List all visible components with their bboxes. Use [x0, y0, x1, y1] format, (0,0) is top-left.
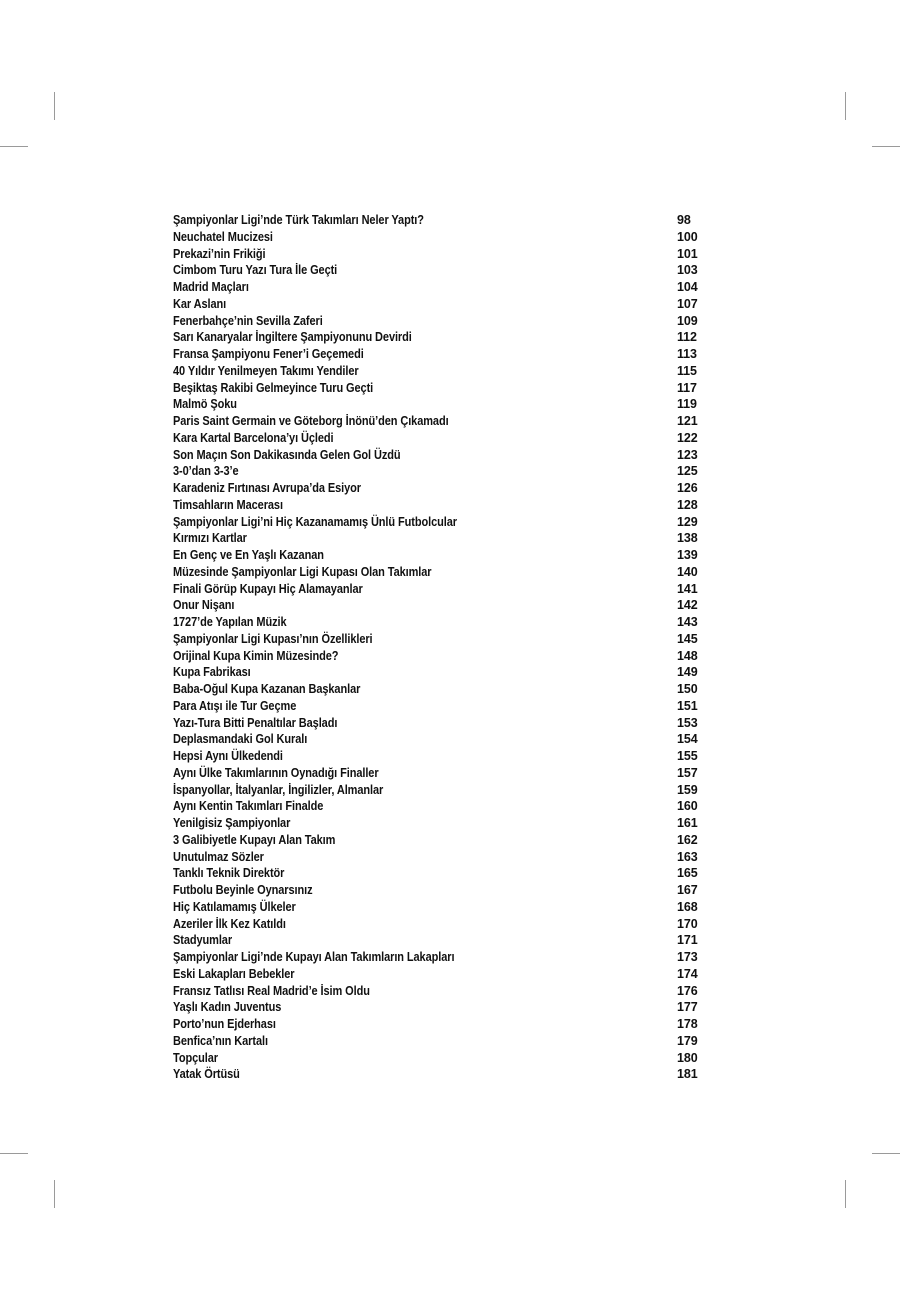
toc-entry-page-number: 103 [677, 263, 698, 278]
toc-entry-page-number: 115 [677, 363, 697, 378]
toc-entry [173, 748, 705, 765]
crop-mark-bottom-right-vertical [845, 1180, 846, 1208]
toc-entry-title: Madrid Maçları [173, 280, 249, 294]
toc-entry [173, 698, 705, 715]
toc-entry [173, 463, 705, 480]
toc-entry-page-number: 100 [677, 229, 698, 244]
toc-entry [173, 648, 705, 665]
toc-entry-title: Yenilgisiz Şampiyonlar [173, 816, 291, 830]
toc-entry-page-number: 117 [677, 380, 697, 395]
toc-entry-page-number: 113 [677, 347, 697, 361]
toc-entry [173, 430, 705, 447]
toc-entry-page-number: 153 [677, 715, 698, 730]
toc-entry-page-number: 163 [677, 849, 698, 864]
toc-entry-page-number: 170 [677, 916, 698, 931]
toc-entry-title: Stadyumlar [173, 933, 233, 948]
toc-entry-title: Kupa Fabrikası [173, 665, 251, 680]
toc-entry [173, 480, 705, 497]
toc-entry [173, 547, 705, 564]
toc-entry-title: Karadeniz Fırtınası Avrupa’da Esiyor [173, 481, 361, 495]
toc-entry-title: En Genç ve En Yaşlı Kazanan [173, 548, 324, 562]
toc-entry-page-number: 143 [677, 615, 698, 629]
toc-entry [173, 765, 705, 782]
toc-entry [173, 1066, 705, 1083]
toc-entry-title: Tanklı Teknik Direktör [173, 866, 285, 881]
toc-entry-page-number: 101 [677, 246, 698, 261]
toc-entry-title: Şampiyonlar Ligi Kupası’nın Özellikleri [173, 631, 373, 646]
toc-entry [173, 413, 705, 430]
toc-entry-page-number: 141 [677, 581, 698, 596]
toc-entry-page-number: 176 [677, 983, 698, 998]
toc-entry [173, 313, 705, 330]
toc-entry-title: Hiç Katılamamış Ülkeler [173, 899, 296, 914]
toc-entry-title: Aynı Ülke Takımlarının Oynadığı Finaller [173, 765, 379, 780]
toc-entry [173, 782, 705, 799]
toc-entry-title: Şampiyonlar Ligi’nde Türk Takımları Neler Yaptı? [173, 213, 424, 227]
toc-entry-page-number: 145 [677, 631, 698, 646]
toc-entry-page-number: 168 [677, 899, 698, 914]
toc-entry-page-number: 123 [677, 447, 698, 462]
toc-entry [173, 715, 705, 732]
toc-entry-title: Deplasmandaki Gol Kuralı [173, 732, 308, 747]
toc-entry-title: Cimbom Turu Yazı Tura İle Geçti [173, 263, 338, 278]
toc-entry-title: Futbolu Beyinle Oynarsınız [173, 883, 313, 897]
toc-entry-title: Unutulmaz Sözler [173, 849, 264, 864]
toc-entry-page-number: 174 [677, 966, 698, 981]
toc-entry-title: Şampiyonlar Ligi’ni Hiç Kazanamamış Ünlü Futbolcular [173, 514, 457, 529]
toc-entry [173, 631, 705, 648]
toc-entry-page-number: 181 [677, 1067, 698, 1082]
toc-entry-title: 1727’de Yapılan Müzik [173, 615, 287, 629]
toc-entry [173, 966, 705, 983]
toc-entry-page-number: 180 [677, 1050, 698, 1065]
toc-entry [173, 798, 705, 815]
toc-entry [173, 363, 705, 380]
toc-entry-title: Son Maçın Son Dakikasında Gelen Gol Üzdü [173, 447, 401, 462]
toc-entry [173, 296, 705, 313]
toc-entry [173, 849, 705, 866]
toc-entry [173, 229, 705, 246]
toc-entry-title: Hepsi Aynı Ülkedendi [173, 749, 283, 763]
toc-entry [173, 329, 705, 346]
toc-entry [173, 1050, 705, 1067]
toc-entry [173, 447, 705, 464]
toc-entry [173, 614, 705, 631]
toc-entry-title: Beşiktaş Rakibi Gelmeyince Turu Geçti [173, 380, 374, 395]
toc-entry-page-number: 149 [677, 665, 698, 680]
toc-entry-title: Kara Kartal Barcelona’yı Üçledi [173, 430, 334, 445]
toc-entry [173, 514, 705, 531]
toc-entry-page-number: 139 [677, 548, 698, 562]
toc-entry-page-number: 161 [677, 816, 698, 830]
toc-entry-title: Eski Lakapları Bebekler [173, 966, 295, 981]
toc-entry [173, 731, 705, 748]
toc-entry-title: Yazı-Tura Bitti Penaltılar Başladı [173, 715, 338, 730]
toc-entry-title: Prekazi’nin Frikiği [173, 246, 266, 261]
toc-entry [173, 865, 705, 882]
toc-entry-title: Aynı Kentin Takımları Finalde [173, 799, 324, 814]
toc-entry [173, 212, 705, 229]
toc-entry-title: Müzesinde Şampiyonlar Ligi Kupası Olan Takımlar [173, 564, 432, 579]
toc-entry-page-number: 104 [677, 280, 698, 294]
toc-entry [173, 262, 705, 279]
toc-entry-title: Porto’nun Ejderhası [173, 1017, 276, 1031]
toc-entry-page-number: 151 [677, 698, 698, 713]
toc-entry [173, 664, 705, 681]
toc-entry-page-number: 122 [677, 430, 698, 445]
toc-entry-page-number: 138 [677, 531, 698, 546]
toc-entry [173, 380, 705, 397]
toc-entry-page-number: 121 [677, 414, 698, 428]
toc-entry [173, 882, 705, 899]
toc-entry [173, 581, 705, 598]
toc-entry [173, 1016, 705, 1033]
toc-entry [173, 497, 705, 514]
toc-entry-page-number: 112 [677, 330, 697, 345]
crop-mark-bottom-left-horizontal [0, 1153, 28, 1154]
toc-entry-page-number: 171 [677, 933, 698, 948]
toc-entry-title: 3-0’dan 3-3’e [173, 464, 239, 479]
toc-entry-title: Kırmızı Kartlar [173, 531, 247, 546]
toc-entry [173, 396, 705, 413]
toc-entry [173, 246, 705, 263]
toc-entry-title: 40 Yıldır Yenilmeyen Takımı Yendiler [173, 363, 359, 378]
toc-entry-page-number: 165 [677, 866, 698, 881]
toc-entry [173, 346, 705, 363]
toc-entry-title: Fransa Şampiyonu Fener’i Geçemedi [173, 347, 364, 361]
toc-entry-title: Paris Saint Germain ve Göteborg İnönü’den Çıkamadı [173, 414, 449, 428]
toc-entry-page-number: 109 [677, 313, 698, 328]
toc-entry [173, 916, 705, 933]
crop-mark-top-right-horizontal [872, 146, 900, 147]
toc-entry-title: Benfica’nın Kartalı [173, 1033, 268, 1048]
toc-entry-title: Fransız Tatlısı Real Madrid’e İsim Oldu [173, 983, 370, 998]
toc-entry-title: İspanyollar, İtalyanlar, İngilizler, Almanlar [173, 782, 384, 797]
toc-entry [173, 681, 705, 698]
toc-entry-page-number: 178 [677, 1017, 698, 1031]
toc-entry-page-number: 167 [677, 883, 698, 897]
toc-entry-page-number: 128 [677, 497, 698, 512]
crop-mark-top-right-vertical [845, 92, 846, 120]
toc-entry-title: Finali Görüp Kupayı Hiç Alamayanlar [173, 581, 363, 596]
toc-entry-title: Topçular [173, 1050, 218, 1065]
table-of-contents [173, 212, 705, 1083]
toc-entry [173, 564, 705, 581]
toc-entry-page-number: 148 [677, 648, 698, 663]
crop-mark-bottom-left-vertical [54, 1180, 55, 1208]
toc-entry-title: Sarı Kanaryalar İngiltere Şampiyonunu Devirdi [173, 330, 412, 345]
toc-entry [173, 1033, 705, 1050]
toc-entry [173, 932, 705, 949]
crop-mark-bottom-right-horizontal [872, 1153, 900, 1154]
toc-entry [173, 899, 705, 916]
toc-entry-page-number: 150 [677, 682, 698, 696]
toc-entry-title: Kar Aslanı [173, 296, 227, 311]
toc-entry [173, 815, 705, 832]
toc-entry-page-number: 129 [677, 514, 698, 529]
toc-entry-page-number: 98 [677, 213, 691, 227]
toc-entry-page-number: 160 [677, 799, 698, 814]
toc-entry-title: Onur Nişanı [173, 598, 235, 613]
toc-entry-title: Malmö Şoku [173, 397, 237, 412]
toc-entry-page-number: 126 [677, 481, 698, 495]
toc-entry-page-number: 155 [677, 749, 698, 763]
toc-entry [173, 597, 705, 614]
crop-mark-top-left-horizontal [0, 146, 28, 147]
toc-entry-page-number: 157 [677, 765, 698, 780]
crop-mark-top-left-vertical [54, 92, 55, 120]
toc-entry-title: Yaşlı Kadın Juventus [173, 1000, 282, 1015]
toc-entry-title: Yatak Örtüsü [173, 1067, 240, 1082]
toc-entry-title: 3 Galibiyetle Kupayı Alan Takım [173, 832, 336, 847]
toc-entry-page-number: 140 [677, 564, 698, 579]
toc-entry-page-number: 162 [677, 832, 698, 847]
toc-entry-title: Timsahların Macerası [173, 497, 283, 512]
toc-entry-page-number: 107 [677, 296, 698, 311]
toc-entry-page-number: 125 [677, 464, 698, 479]
toc-entry [173, 949, 705, 966]
toc-entry-title: Baba-Oğul Kupa Kazanan Başkanlar [173, 682, 361, 696]
toc-entry [173, 999, 705, 1016]
toc-entry-page-number: 142 [677, 598, 698, 613]
toc-entry-title: Neuchatel Mucizesi [173, 229, 273, 244]
toc-entry-title: Fenerbahçe’nin Sevilla Zaferi [173, 313, 323, 328]
toc-entry [173, 832, 705, 849]
toc-entry-page-number: 159 [677, 782, 698, 797]
toc-entry [173, 530, 705, 547]
toc-entry [173, 983, 705, 1000]
toc-entry-title: Azeriler İlk Kez Katıldı [173, 916, 286, 931]
toc-entry-page-number: 154 [677, 732, 698, 747]
toc-entry-title: Orijinal Kupa Kimin Müzesinde? [173, 648, 339, 663]
toc-entry-page-number: 173 [677, 950, 698, 964]
toc-entry-title: Şampiyonlar Ligi’nde Kupayı Alan Takımların Lakapları [173, 950, 455, 964]
toc-entry-title: Para Atışı ile Tur Geçme [173, 698, 297, 713]
toc-entry-page-number: 119 [677, 397, 697, 412]
toc-entry-page-number: 179 [677, 1033, 698, 1048]
toc-entry [173, 279, 705, 296]
toc-entry-page-number: 177 [677, 1000, 698, 1015]
